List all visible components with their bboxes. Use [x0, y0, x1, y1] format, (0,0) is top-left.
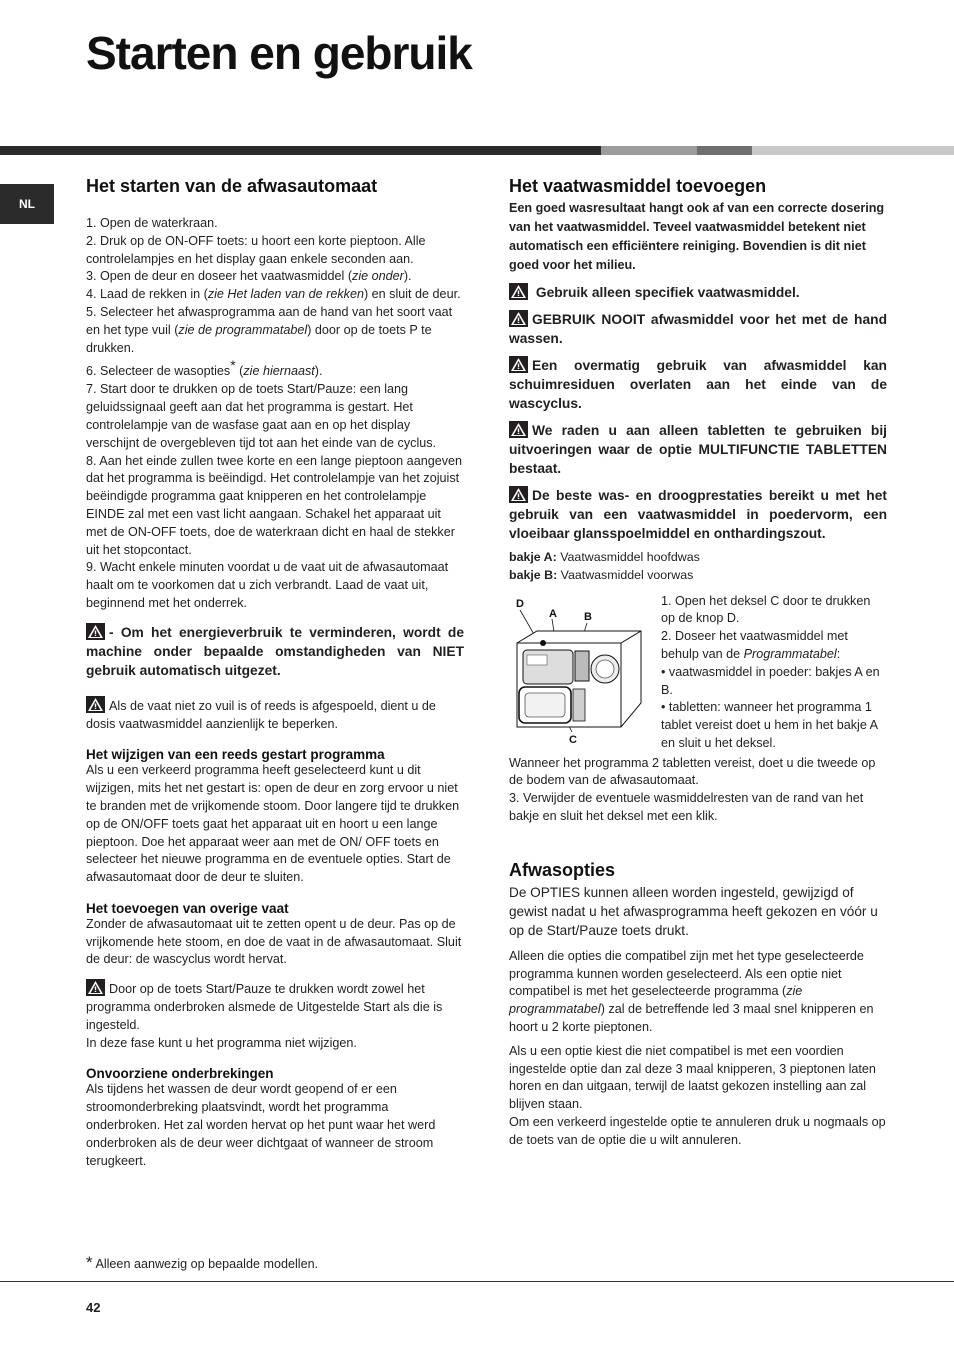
interruptions-text: Als tijdens het wassen de deur wordt geopend of er een stroomonderbreking plaatsvindt, wordt het programma onderbroken. Het zal worden hervat op het punt waar het werd onderbroken als de deur weer dichtgaat of wanneer de stroom terugkeert. [86, 1082, 436, 1168]
warning-icon [509, 310, 528, 327]
bakje-b: bakje B: Vaatwasmiddel voorwas [509, 567, 694, 582]
step-8: 8. Aan het einde zullen twee korte en een lange pieptoon aangeven dat het programma is beëindigd. Het controlelampje van het zojuist beëindigde programma gaat knipperen en het controlelampje EINDE zal met een vast licht aangaan. Schakel het apparaat uit met de ON-OFF toets, doe de waterkraan dicht en haal de stekker uit het stopcontact. [86, 453, 463, 557]
warning-icon [509, 283, 528, 300]
section-heading-detergent: Het vaatwasmiddel toevoegen [509, 176, 767, 196]
warning-dirty: Als de vaat niet zo vuil is of reeds is afgespoeld, dient u de dosis vaatwasmiddel aanzienlijk te beperken. [86, 696, 464, 734]
add-dishes-note: In deze fase kunt u het programma niet wijzigen. [86, 1035, 357, 1050]
two-tablets-note: Wanneer het programma 2 tabletten vereist, doet u die tweede op de bodem van de afwasautomaat. [509, 755, 876, 788]
options-compatible: Alleen die opties die compatibel zijn met het type geselecteerde programma kunnen worden geselecteerd. Als een optie niet compatibel is met het geselecteerde programma (zie programmatabel) zal de betreffende led 3 maal snel knipperen en hoort u 2 korte pieptonen. [509, 948, 874, 1034]
footnote: * Alleen aanwezig op bepaalde modellen. [86, 1253, 319, 1272]
page-title: Starten en gebruik [86, 27, 472, 79]
options-incompatible: Als u een optie kiest die niet compatibel is met een voordien ingestelde optie dan zal deze 3 maal knipperen, 3 pieptonen laten horen en dan uitgaan, terwijl de laatst gekozen instelling aan zal blijven staan. [509, 1043, 876, 1112]
section-heading-options: Afwasopties [509, 859, 616, 880]
fig-step-2: 2. Doseer het vaatwasmiddel met behulp van de Programmatabel: [661, 629, 848, 661]
dispenser-illustration [509, 595, 649, 745]
warning-icon [86, 623, 105, 640]
warning-icon [509, 421, 528, 438]
label-d: D [516, 597, 524, 610]
options-intro: De OPTIES kunnen alleen worden ingesteld, gewijzigd of gewist nadat u het afwasprogramma heeft gekozen en vóór u op de Start/Pauze toets drukt. [509, 884, 878, 938]
fig-step-1: 1. Open het deksel C door te drukken op de knop D. [661, 593, 871, 626]
fig-step-tablets: • tabletten: wanneer het programma 1 tablet vereist doet u hem in het bakje A en sluit u het deksel. [661, 700, 878, 750]
warning-start-pause: Door op de toets Start/Pauze te drukken wordt zowel het programma onderbroken alsmede de Uitgestelde Start als die is ingesteld. [86, 979, 464, 1034]
warning-no-handwash: GEBRUIK NOOIT afwasmiddel voor het met de hand wassen. [509, 312, 887, 346]
warning-icon [509, 356, 528, 373]
step-1: 1. Open de waterkraan. [86, 216, 218, 230]
detergent-intro: Een goed wasresultaat hangt ook af van een correcte dosering van het vaatwasmiddel. Teveel vaatwasmiddel betekent niet automatisch een efficiëntere reiniging. Bovendien is dit niet goed voor het milieu. [509, 201, 885, 272]
label-c: C [569, 733, 577, 745]
dispenser-steps [661, 593, 887, 753]
options-cancel: Om een verkeerd ingestelde optie te annuleren druk u nogmaals op de toets van de optie die u wilt annuleren. [509, 1114, 886, 1147]
warning-tablets: We raden u aan alleen tabletten te gebruiken bij uitvoeringen waar de optie MULTIFUNCTIE TABLETTEN bestaat. [509, 423, 887, 476]
step-2: 2. Druk op de ON-OFF toets: u hoort een korte pieptoon. Alle controlelampjes en het display gaan enkele seconden aan. [86, 233, 426, 266]
step-3: 3. Open de deur en doseer het vaatwasmiddel (zie onder). [86, 269, 412, 284]
step-3-remove-residue: 3. Verwijder de eventuele wasmiddelresten van de rand van het bakje en sluit het deksel met een klik. [509, 791, 864, 823]
warning-specific-detergent: Gebruik alleen specifiek vaatwasmiddel. [509, 283, 887, 302]
label-b: B [584, 610, 592, 623]
change-program-text: Als u een verkeerd programma heeft geselecteerd kunt u dit wijzigen, mits het net gestart is: open de deur en zorg ervoor u niet te branden met de vrijkomende stoom. Door langere tijd te drukken op de ON/OFF toets gaat het apparaat uit en hoort u een lange pieptoon. Doe het apparaat weer aan met de ON/ OFF toets en selecteer het nieuwe programma en de eventuele opties. Start de afwasautomaat door de deur te sluiten. [86, 763, 460, 885]
bakje-a: bakje A: Vaatwasmiddel hoofdwas [509, 550, 700, 564]
label-a: A [549, 607, 557, 620]
warning-icon [86, 696, 105, 713]
page-number: 42 [86, 1300, 101, 1315]
step-6: 6. Selecteer de wasopties* (zie hiernaast). [86, 357, 323, 379]
left-column [86, 176, 464, 1170]
step-7: 7. Start door te drukken op de toets Start/Pauze: een lang geluidssignaal geeft aan dat het programma is gestart. Het controlelampje van de wasfase gaat aan en op het display verschijnt de overgebleven tijd tot aan het einde van de cyclus. [86, 382, 437, 450]
warning-best-results: De beste was- en droogprestaties bereikt u met het gebruik van een vaatwasmiddel in poedervorm, een vloeibaar glansspoelmiddel en onthardingszout. [509, 488, 887, 541]
step-5: 5. Selecteer het afwasprogramma aan de hand van het soort vaat en het type vuil (zie de programmatabel) door op de toets P te drukken. [86, 304, 453, 355]
language-tab: NL [0, 184, 54, 224]
dispenser-figure-block [509, 593, 887, 755]
section-heading-starting: Het starten van de afwasautomaat [86, 176, 378, 196]
warning-energy: - Om het energieverbruik te verminderen, wordt de machine onder bepaalde omstandigheden van NIET gebruik automatisch uitgezet. [86, 624, 464, 678]
right-column [509, 176, 887, 1150]
warning-excess: Een overmatig gebruik van afwasmiddel kan schuimresiduen overlaten aan het einde van de wascyclus. [509, 358, 887, 411]
subheading-change-program: Het wijzigen van een reeds gestart programma [86, 747, 385, 763]
step-9: 9. Wacht enkele minuten voordat u de vaat uit de afwasautomaat haalt om te voorkomen dat u zich verbrandt. Laad de vaat uit, beginnend met het onderrek. [86, 560, 449, 610]
warning-icon [509, 486, 528, 503]
subheading-add-dishes: Het toevoegen van overige vaat [86, 900, 289, 916]
warning-icon [86, 979, 105, 996]
subheading-interruptions: Onvoorziene onderbrekingen [86, 1066, 274, 1082]
add-dishes-text: Zonder de afwasautomaat uit te zetten opent u de deur. Pas op de vrijkomende hete stoom, en doe de vaat in de afwasautomaat. Sluit de deur: de wascyclus wordt hervat. [86, 916, 462, 967]
fig-step-powder: • vaatwasmiddel in poeder: bakjes A en B. [661, 664, 880, 697]
step-4: 4. Laad de rekken in (zie Het laden van de rekken) en sluit de deur. [86, 287, 461, 302]
footer-rule [0, 1281, 954, 1282]
header-color-bar [0, 146, 954, 155]
